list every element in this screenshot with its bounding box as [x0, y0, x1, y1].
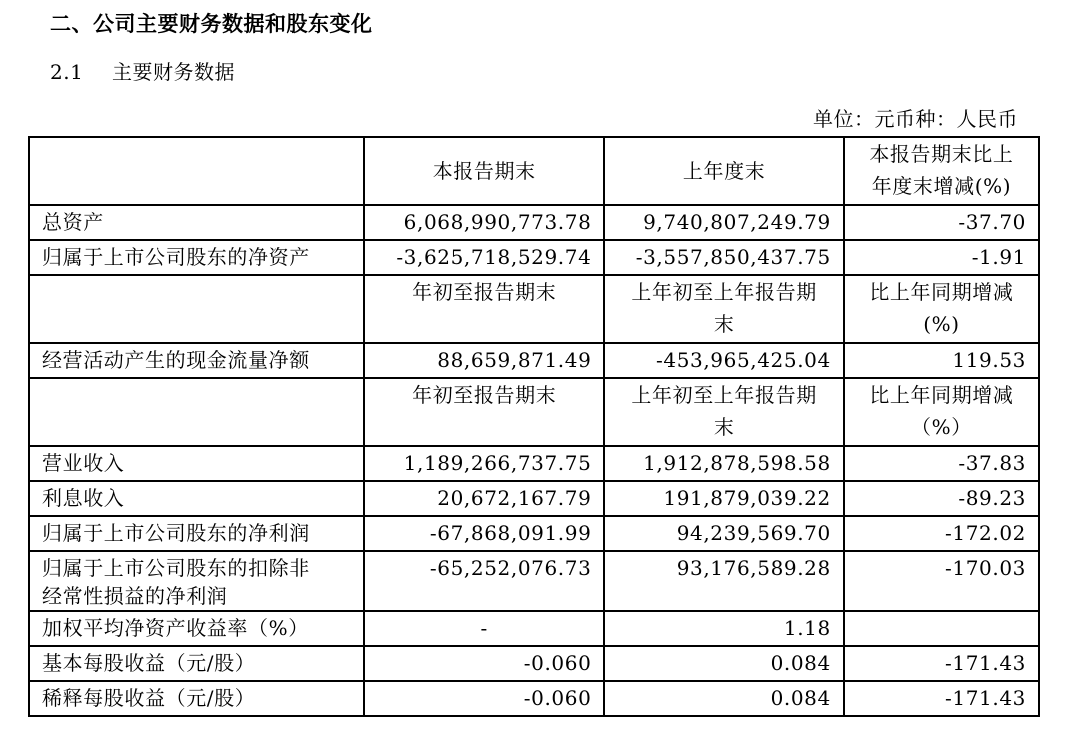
change-value	[844, 611, 1039, 646]
header-change-vs-prior-year-end	[844, 137, 1039, 205]
header-line: 比上年同期增减	[869, 280, 1014, 304]
subsection-title	[50, 56, 235, 88]
table-row	[29, 481, 1039, 516]
table-header-row	[29, 137, 1039, 205]
row-label-line: 经常性损益的净利润	[42, 584, 228, 608]
table-header-empty-cell	[29, 378, 364, 446]
current-value: -3,625,718,529.74	[364, 240, 604, 275]
table-row	[29, 343, 1039, 378]
previous-value: 191,879,039.22	[604, 481, 843, 516]
previous-value: 0.084	[604, 681, 843, 716]
table-row	[29, 240, 1039, 275]
row-label: 稀释每股收益（元/股）	[29, 681, 364, 716]
row-label	[29, 551, 364, 611]
previous-value: 9,740,807,249.79	[604, 205, 843, 240]
header-ytd-period-end: 年初至报告期末	[364, 378, 604, 446]
header-current-period-end: 本报告期末	[364, 137, 604, 205]
change-value: -37.70	[844, 205, 1039, 240]
row-label: 营业收入	[29, 446, 364, 481]
previous-value: -3,557,850,437.75	[604, 240, 843, 275]
header-change-vs-prior-period	[844, 275, 1039, 343]
current-value: 6,068,990,773.78	[364, 205, 604, 240]
current-value: -0.060	[364, 681, 604, 716]
previous-value: -453,965,425.04	[604, 343, 843, 378]
row-label: 基本每股收益（元/股）	[29, 646, 364, 681]
subsection-number: 2.1	[50, 60, 84, 84]
previous-value: 1,912,878,598.58	[604, 446, 843, 481]
header-change-vs-prior-period	[844, 378, 1039, 446]
header-ytd-period-end: 年初至报告期末	[364, 275, 604, 343]
change-value: 119.53	[844, 343, 1039, 378]
row-label-line: 归属于上市公司股东的扣除非	[42, 556, 310, 580]
current-value: -65,252,076.73	[364, 551, 604, 611]
change-value: -172.02	[844, 516, 1039, 551]
table-header-empty-cell	[29, 275, 364, 343]
header-prior-ytd-period-end	[604, 378, 843, 446]
change-value: -1.91	[844, 240, 1039, 275]
subsection-label: 主要财务数据	[112, 60, 235, 84]
table-row	[29, 446, 1039, 481]
table-row	[29, 681, 1039, 716]
change-value: -171.43	[844, 646, 1039, 681]
row-label: 归属于上市公司股东的净利润	[29, 516, 364, 551]
row-label: 总资产	[29, 205, 364, 240]
row-label: 利息收入	[29, 481, 364, 516]
header-prior-year-end: 上年度末	[604, 137, 843, 205]
previous-value: 0.084	[604, 646, 843, 681]
table-row	[29, 646, 1039, 681]
current-value: 88,659,871.49	[364, 343, 604, 378]
current-value: 1,189,266,737.75	[364, 446, 604, 481]
previous-value: 93,176,589.28	[604, 551, 843, 611]
header-line: 本报告期末比上	[869, 142, 1014, 166]
financial-data-table	[28, 136, 1040, 717]
header-line: 末	[713, 312, 735, 336]
row-label: 归属于上市公司股东的净资产	[29, 240, 364, 275]
header-line: 上年初至上年报告期	[631, 280, 817, 304]
table-row	[29, 205, 1039, 240]
header-line: （%）	[911, 415, 972, 439]
table-row	[29, 516, 1039, 551]
change-value: -89.23	[844, 481, 1039, 516]
table-row	[29, 611, 1039, 646]
previous-value: 1.18	[604, 611, 843, 646]
current-value: -67,868,091.99	[364, 516, 604, 551]
previous-value: 94,239,569.70	[604, 516, 843, 551]
header-prior-ytd-period-end	[604, 275, 843, 343]
current-value: -	[364, 611, 604, 646]
change-value: -37.83	[844, 446, 1039, 481]
table-header-row	[29, 275, 1039, 343]
header-line: 比上年同期增减	[869, 383, 1014, 407]
table-header-empty-cell	[29, 137, 364, 205]
header-line: 年度末增减(%)	[871, 174, 1012, 198]
table-header-row	[29, 378, 1039, 446]
change-value: -170.03	[844, 551, 1039, 611]
section-title: 二、公司主要财务数据和股东变化	[50, 12, 373, 36]
row-label: 经营活动产生的现金流量净额	[29, 343, 364, 378]
current-value: 20,672,167.79	[364, 481, 604, 516]
unit-currency-line: 单位：元币种：人民币	[813, 107, 1018, 131]
header-line: (%)	[923, 312, 960, 336]
row-label: 加权平均净资产收益率（%）	[29, 611, 364, 646]
change-value: -171.43	[844, 681, 1039, 716]
header-line: 末	[713, 415, 735, 439]
header-line: 上年初至上年报告期	[631, 383, 817, 407]
current-value: -0.060	[364, 646, 604, 681]
table-row	[29, 551, 1039, 611]
